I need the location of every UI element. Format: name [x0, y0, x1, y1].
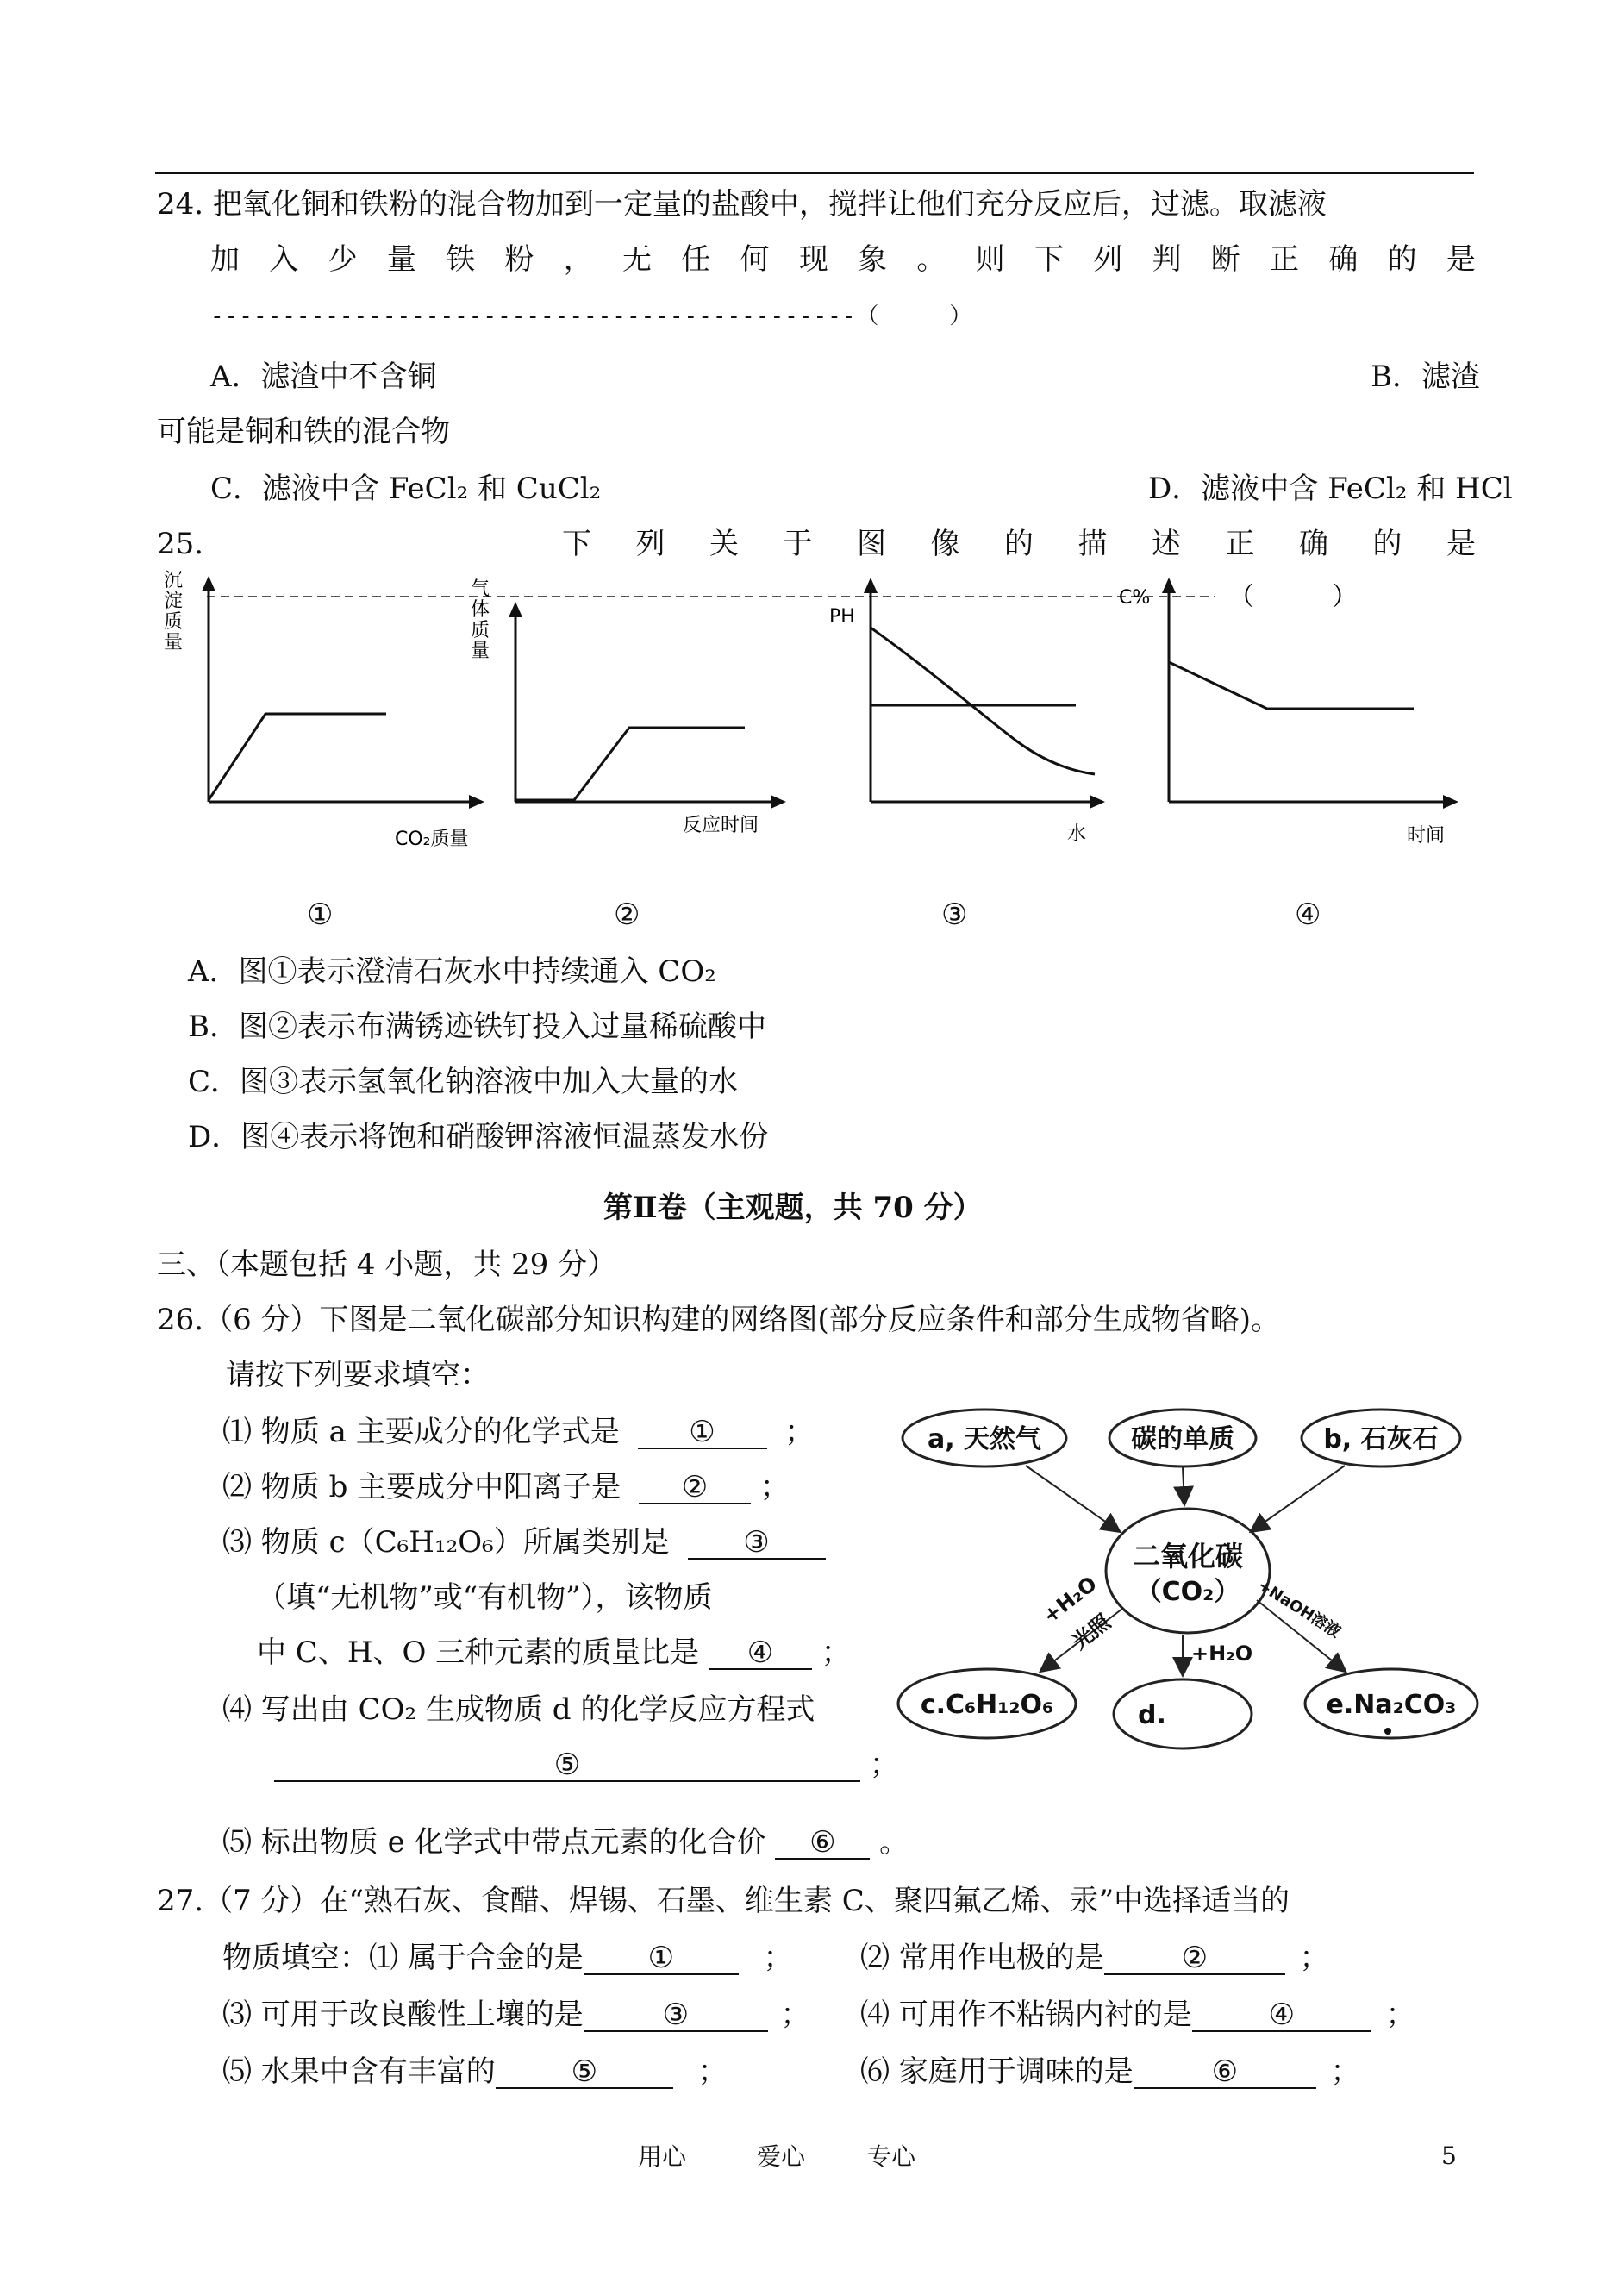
node-a-label: a, 天然气: [927, 1424, 1042, 1454]
q24-line2-char: 入: [269, 242, 299, 277]
q27-item3-text: ⑶ 可用于改良酸性土壤的是: [222, 1998, 584, 2032]
q24-line2-char: 正: [1270, 242, 1300, 277]
graph-4-x-arrow: [1443, 795, 1458, 809]
q24-option-b-tail: 可能是铜和铁的混合物: [157, 415, 450, 449]
q26-item3c-text: 中 C、H、O 三种元素的质量比是: [257, 1635, 700, 1670]
graph-3-y-label: PH: [829, 606, 855, 628]
q24-line2-char: 任: [681, 242, 711, 277]
q24-line1: 24. 把氧化铜和铁粉的混合物加到一定量的盐酸中，搅拌让他们充分反应后，过滤。取滤液: [157, 187, 1327, 222]
graph-1-curve: [209, 714, 386, 800]
q26-line2: 请按下列要求填空：: [226, 1358, 490, 1392]
q27-semi-6: ；: [1330, 2054, 1360, 2089]
arrow-a-to-co2: [1026, 1466, 1119, 1531]
q27-row1-right: [860, 1940, 1329, 1976]
q25-stem-char: 述: [1152, 527, 1181, 561]
q26-item3: [222, 1524, 826, 1560]
q27-semi-4: ；: [1385, 1998, 1415, 2032]
label-light: 光照: [1067, 1610, 1115, 1654]
q27-semi-3: ；: [780, 1998, 810, 2032]
q25-number: 25.: [157, 527, 204, 561]
label-h2o-mid: +H₂O: [1191, 1642, 1253, 1666]
q27-row2-right: [860, 1997, 1415, 2033]
q24-line2-char: 确: [1328, 242, 1359, 277]
page-number: 5: [1441, 2142, 1457, 2170]
node-carbon-label: 碳的单质: [1131, 1424, 1234, 1454]
q24-line2: [210, 241, 1476, 278]
q26-blank-2: ②: [639, 1472, 751, 1504]
graph-3-curve: [871, 628, 1095, 774]
graph-2: [471, 578, 786, 836]
graph-4-y-label: C%: [1119, 587, 1151, 609]
q26-item1-end: ；: [784, 1415, 815, 1449]
q25-stem-char: 是: [1446, 527, 1476, 561]
q25-option-b: B．图②表示布满锈迹铁钉投入过量稀硫酸中: [188, 1010, 766, 1044]
q27-blank-5: ⑤: [496, 2056, 673, 2089]
q27-blank-1: ①: [584, 1942, 739, 1975]
q25-stem-char: 像: [930, 527, 960, 561]
q24-line2-char: 是: [1446, 242, 1476, 277]
q27-row3-right: [860, 2054, 1360, 2090]
header-rule: [155, 172, 1474, 174]
q26-item2-end: ；: [759, 1470, 790, 1504]
q25-option-d: D．图④表示将饱和硝酸钾溶液恒温蒸发水份: [188, 1120, 769, 1154]
q24-line2-char: 断: [1210, 242, 1240, 277]
part-three-heading: 三、（本题包括 4 小题，共 29 分）: [157, 1248, 617, 1282]
q27-blank-3: ③: [584, 1999, 768, 2032]
q25-stem-char: 描: [1077, 527, 1108, 561]
graph-1-y-label-3: 质: [164, 611, 184, 633]
q26-item4: ⑷ 写出由 CO₂ 生成物质 d 的化学反应方程式: [222, 1692, 815, 1727]
node-co2-label-2: （CO₂）: [1135, 1577, 1240, 1607]
q24-line2-char: 何: [740, 242, 770, 277]
q26-item3c: [257, 1635, 851, 1671]
q26-blank-4: ④: [709, 1637, 812, 1670]
q26-item5: [222, 1824, 909, 1860]
q24-line2-char: 象: [858, 242, 888, 277]
q26-item1-text: ⑴ 物质 a 主要成分的化学式是: [222, 1415, 620, 1449]
q25-stem-char: 下: [562, 527, 591, 561]
graph-4: [1119, 578, 1458, 847]
q27-blank-6: ⑥: [1134, 2056, 1316, 2089]
graph-2-y-label-1: 气: [471, 578, 490, 600]
footer-motto-2: 爱心: [757, 2142, 806, 2171]
graph-3-y-arrow: [864, 578, 878, 593]
q24-line2-char: 则: [975, 242, 1005, 277]
q24-line2-char: 的: [1387, 242, 1417, 277]
co2-network-diagram: [896, 1393, 1483, 1755]
q24-line2-char: 铁: [446, 242, 476, 277]
q27-item6-text: ⑹ 家庭用于调味的是: [860, 2054, 1134, 2089]
graph-1-y-label-1: 沉: [164, 570, 184, 591]
q26-item4-answer: [274, 1747, 899, 1783]
q25-stem-char: 列: [635, 527, 665, 561]
q26-item3b: （填“无机物”或“有机物”），该物质: [257, 1580, 713, 1615]
node-e-label: e.Na₂CO₃: [1326, 1690, 1457, 1720]
q26-item2-text: ⑵ 物质 b 主要成分中阳离子是: [222, 1470, 621, 1504]
q24-line2-char: 无: [621, 242, 652, 277]
graph-1-x-arrow: [469, 795, 484, 809]
q24-line2-char: 少: [328, 242, 358, 277]
graph-1: [164, 570, 484, 850]
q27-item1-text: 物质填空：⑴ 属于合金的是: [222, 1941, 584, 1975]
graph-2-x-label: 反应时间: [683, 815, 759, 836]
node-b-label: b, 石灰石: [1323, 1424, 1439, 1454]
graph-3-x-arrow: [1090, 795, 1105, 809]
graph-2-y-label-4: 量: [471, 641, 490, 662]
q25-graphs: [155, 569, 1500, 871]
graph-2-y-arrow: [509, 602, 522, 617]
graph-number-4: ④: [1295, 897, 1321, 932]
graph-1-x-label: CO₂质量: [395, 829, 469, 850]
label-h2o-left: +H₂O: [1038, 1571, 1102, 1629]
graph-2-y-label-3: 质: [471, 620, 490, 641]
q25-stem: [562, 526, 1476, 562]
q25-stem-char: 于: [783, 527, 813, 561]
q27-item4-text: ⑷ 可用作不粘锅内衬的是: [860, 1998, 1192, 2032]
q26-blank-3: ③: [688, 1527, 826, 1560]
q27-semi-1: ；: [763, 1941, 793, 1975]
node-d-label: d.: [1138, 1700, 1166, 1730]
q24-option-a: A．滤渣中不含铜: [210, 360, 437, 394]
q25-stem-char: 确: [1299, 527, 1328, 561]
q24-line2-char: 判: [1152, 242, 1182, 277]
node-co2-label-1: 二氧化碳: [1132, 1540, 1244, 1573]
graph-4-x-label: 时间: [1407, 825, 1446, 847]
q24-line2-char: 。: [916, 242, 946, 277]
q26-blank-6: ⑥: [775, 1827, 870, 1860]
q26-line1: 26.（6 分）下图是二氧化碳部分知识构建的网络图(部分反应条件和部分生成物省略)。: [157, 1303, 1281, 1337]
graph-4-y-arrow: [1162, 578, 1176, 593]
graph-1-y-label-2: 淀: [164, 591, 184, 612]
q26-item3c-end: ；: [821, 1635, 851, 1670]
arrow-b-to-co2: [1252, 1466, 1345, 1531]
node-c-label: c.C₆H₁₂O₆: [920, 1690, 1054, 1720]
q27-row1-left: [222, 1940, 793, 1976]
q25-option-c: C．图③表示氢氧化钠溶液中加入大量的水: [188, 1065, 739, 1099]
q27-item5-text: ⑸ 水果中含有丰富的: [222, 2054, 496, 2089]
q24-line2-char: 粉: [504, 242, 534, 277]
q26-item5-text: ⑸ 标出物质 e 化学式中带点元素的化合价: [222, 1825, 766, 1860]
graph-number-2: ②: [614, 897, 640, 932]
q26-item3-text: ⑶ 物质 c（C₆H₁₂O₆）所属类别是: [222, 1525, 670, 1560]
q25-stem-char: 的: [1372, 527, 1402, 561]
q24-line2-char: 列: [1093, 242, 1123, 277]
graph-2-x-arrow: [771, 795, 786, 809]
graph-4-curve: [1169, 662, 1414, 709]
q24-option-c: C．滤液中含 FeCl₂ 和 CuCl₂: [210, 472, 602, 506]
graph-3: [829, 578, 1105, 845]
q26-item4-end: ；: [869, 1748, 899, 1782]
q24-line2-char: ，: [563, 242, 593, 277]
graph-1-y-arrow: [202, 576, 215, 591]
q26-item1: [222, 1414, 814, 1450]
q24-option-b-head: B．滤渣: [1371, 360, 1480, 394]
q27-blank-2: ②: [1104, 1942, 1285, 1975]
q24-line2-char: 量: [386, 242, 416, 277]
q27-semi-2: ；: [1299, 1941, 1329, 1975]
q24-line2-char: 下: [1034, 242, 1064, 277]
q26-blank-5: ⑤: [274, 1749, 860, 1782]
q25-stem-char: 正: [1225, 527, 1255, 561]
q24-option-d: D．滤液中含 FeCl₂ 和 HCl: [1148, 472, 1513, 506]
q27-row3-left: [222, 2054, 728, 2090]
section-title: 第Ⅱ卷（主观题，共 70 分）: [603, 1191, 983, 1225]
q25-stem-char: 的: [1004, 527, 1034, 561]
graph-2-y-label-2: 体: [471, 599, 490, 621]
q27-line1: 27.（7 分）在“熟石灰、食醋、焊锡、石墨、维生素 C、聚四氟乙烯、汞”中选择适当的: [157, 1884, 1290, 1918]
graph-3-x-label: 水: [1067, 823, 1087, 845]
graph-number-1: ①: [307, 897, 334, 932]
graph-2-curve: [515, 728, 745, 800]
q27-item2-text: ⑵ 常用作电极的是: [860, 1941, 1104, 1975]
q24-line2-char: 现: [798, 242, 828, 277]
graph-number-3: ③: [941, 897, 968, 932]
q24-answer-dashes: ---------------------------------------------（ ）: [210, 303, 973, 329]
q25-stem-char: 关: [709, 527, 739, 561]
label-naoh: +NaOH溶液: [1254, 1576, 1344, 1642]
footer-motto-3: 专心: [867, 2142, 916, 2171]
q27-blank-4: ④: [1192, 1999, 1371, 2032]
node-e-dot: [1384, 1728, 1391, 1735]
q24-line2-char: 加: [210, 242, 240, 277]
q26-item5-end: 。: [879, 1825, 909, 1860]
q25-option-a: A．图①表示澄清石灰水中持续通入 CO₂: [188, 954, 716, 989]
graph-1-y-label-4: 量: [164, 632, 184, 653]
q26-item2: [222, 1469, 790, 1505]
q25-stem-char: 图: [857, 527, 886, 561]
q25-paren: （ ）: [1228, 582, 1358, 612]
q27-row2-left: [222, 1997, 810, 2033]
node-d-ellipse: [1114, 1679, 1252, 1748]
footer-motto-1: 用心: [638, 2142, 687, 2171]
q27-semi-5: ；: [697, 2054, 728, 2089]
q26-blank-1: ①: [638, 1416, 767, 1449]
arrow-carbon-to-co2: [1183, 1467, 1184, 1504]
